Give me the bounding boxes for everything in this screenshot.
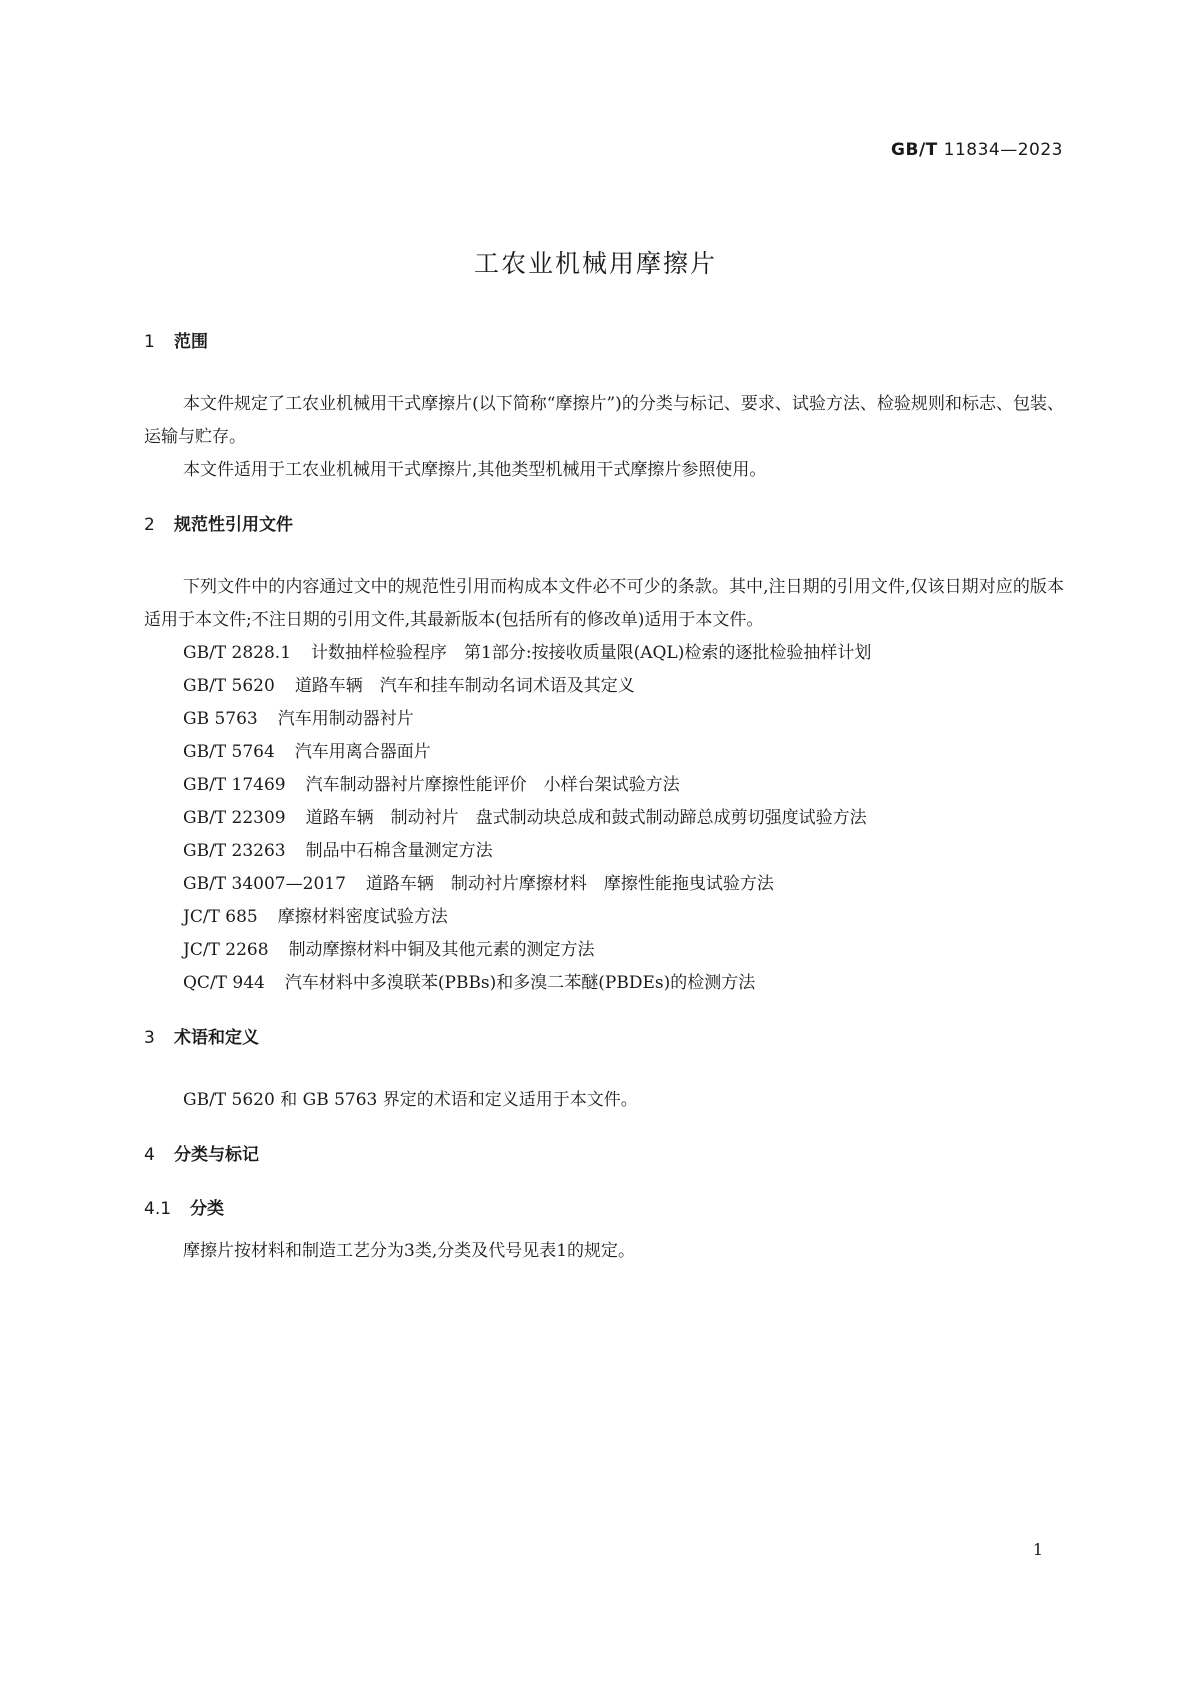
document-body <box>144 330 1064 1268</box>
reference-code: GB/T 17469 <box>183 775 286 795</box>
reference-code: GB/T 5620 <box>183 676 275 696</box>
reference-title: 制品中石棉含量测定方法 <box>305 841 493 861</box>
reference-code: JC/T 2268 <box>183 940 269 960</box>
reference-title: 道路车辆 制动衬片 盘式制动块总成和鼓式制动蹄总成剪切强度试验方法 <box>305 808 867 828</box>
reference-item <box>144 967 1064 1000</box>
reference-title: 道路车辆 制动衬片摩擦材料 摩擦性能拖曳试验方法 <box>365 874 774 894</box>
terms-paragraph: GB/T 5620 和 GB 5763 界定的术语和定义适用于本文件。 <box>183 1090 638 1110</box>
reference-code: JC/T 685 <box>183 907 258 927</box>
reference-title: 计数抽样检验程序 第1部分:按接收质量限(AQL)检索的逐批检验抽样计划 <box>311 643 872 663</box>
section-title: 术语和定义 <box>174 1028 259 1048</box>
reference-code: GB/T 5764 <box>183 742 275 762</box>
reference-code: QC/T 944 <box>183 973 265 993</box>
reference-code: GB 5763 <box>183 709 258 729</box>
references-intro: 下列文件中的内容通过文中的规范性引用而构成本文件必不可少的条款。其中,注日期的引用文件,仅该日期对应的版本适用于本文件;不注日期的引用文件,其最新版本(包括所有的修改单)适用于本文件。 <box>144 577 1064 630</box>
subsection-title: 分类 <box>190 1199 224 1219</box>
reference-title: 摩擦材料密度试验方法 <box>277 907 448 927</box>
standard-number: 11834—2023 <box>943 140 1063 160</box>
classification-paragraph: 摩擦片按材料和制造工艺分为3类,分类及代号见表1的规定。 <box>183 1241 636 1261</box>
reference-list <box>144 637 1064 1000</box>
reference-title: 汽车用离合器面片 <box>294 742 431 762</box>
page-number: 1 <box>1032 1540 1043 1559</box>
reference-code: GB/T 34007—2017 <box>183 874 346 894</box>
reference-item <box>144 934 1064 967</box>
section-3-heading <box>144 1026 1064 1050</box>
reference-item <box>144 769 1064 802</box>
section-1-heading <box>144 330 1064 354</box>
reference-item <box>144 637 1064 670</box>
reference-title: 汽车材料中多溴联苯(PBBs)和多溴二苯醚(PBDEs)的检测方法 <box>284 973 756 993</box>
reference-item <box>144 835 1064 868</box>
document-title: 工农业机械用摩擦片 <box>473 249 717 278</box>
section-2-heading <box>144 513 1064 537</box>
reference-item <box>144 736 1064 769</box>
reference-code: GB/T 2828.1 <box>183 643 292 663</box>
reference-title: 汽车制动器衬片摩擦性能评价 小样台架试验方法 <box>305 775 680 795</box>
reference-title: 道路车辆 汽车和挂车制动名词术语及其定义 <box>294 676 635 696</box>
subsection-4-1-heading <box>144 1197 1064 1221</box>
reference-item <box>144 802 1064 835</box>
scope-paragraph: 本文件适用于工农业机械用干式摩擦片,其他类型机械用干式摩擦片参照使用。 <box>183 460 767 480</box>
reference-title: 汽车用制动器衬片 <box>277 709 414 729</box>
reference-code: GB/T 22309 <box>183 808 286 828</box>
section-number: 3 <box>144 1028 155 1048</box>
subsection-number: 4.1 <box>144 1199 172 1219</box>
reference-item <box>144 901 1064 934</box>
section-4-heading <box>144 1143 1064 1167</box>
section-title: 范围 <box>174 332 208 352</box>
reference-code: GB/T 23263 <box>183 841 286 861</box>
reference-item <box>144 703 1064 736</box>
section-number: 2 <box>144 515 155 535</box>
section-title: 分类与标记 <box>174 1145 259 1165</box>
standard-prefix: GB/T <box>891 140 938 160</box>
reference-item <box>144 670 1064 703</box>
scope-paragraph: 本文件规定了工农业机械用干式摩擦片(以下简称“摩擦片”)的分类与标记、要求、试验方法、检验规则和标志、包装、运输与贮存。 <box>144 394 1064 447</box>
section-number: 1 <box>144 332 155 352</box>
section-number: 4 <box>144 1145 155 1165</box>
standard-code <box>891 140 1063 160</box>
reference-item <box>144 868 1064 901</box>
reference-title: 制动摩擦材料中铜及其他元素的测定方法 <box>288 940 595 960</box>
section-title: 规范性引用文件 <box>174 515 293 535</box>
